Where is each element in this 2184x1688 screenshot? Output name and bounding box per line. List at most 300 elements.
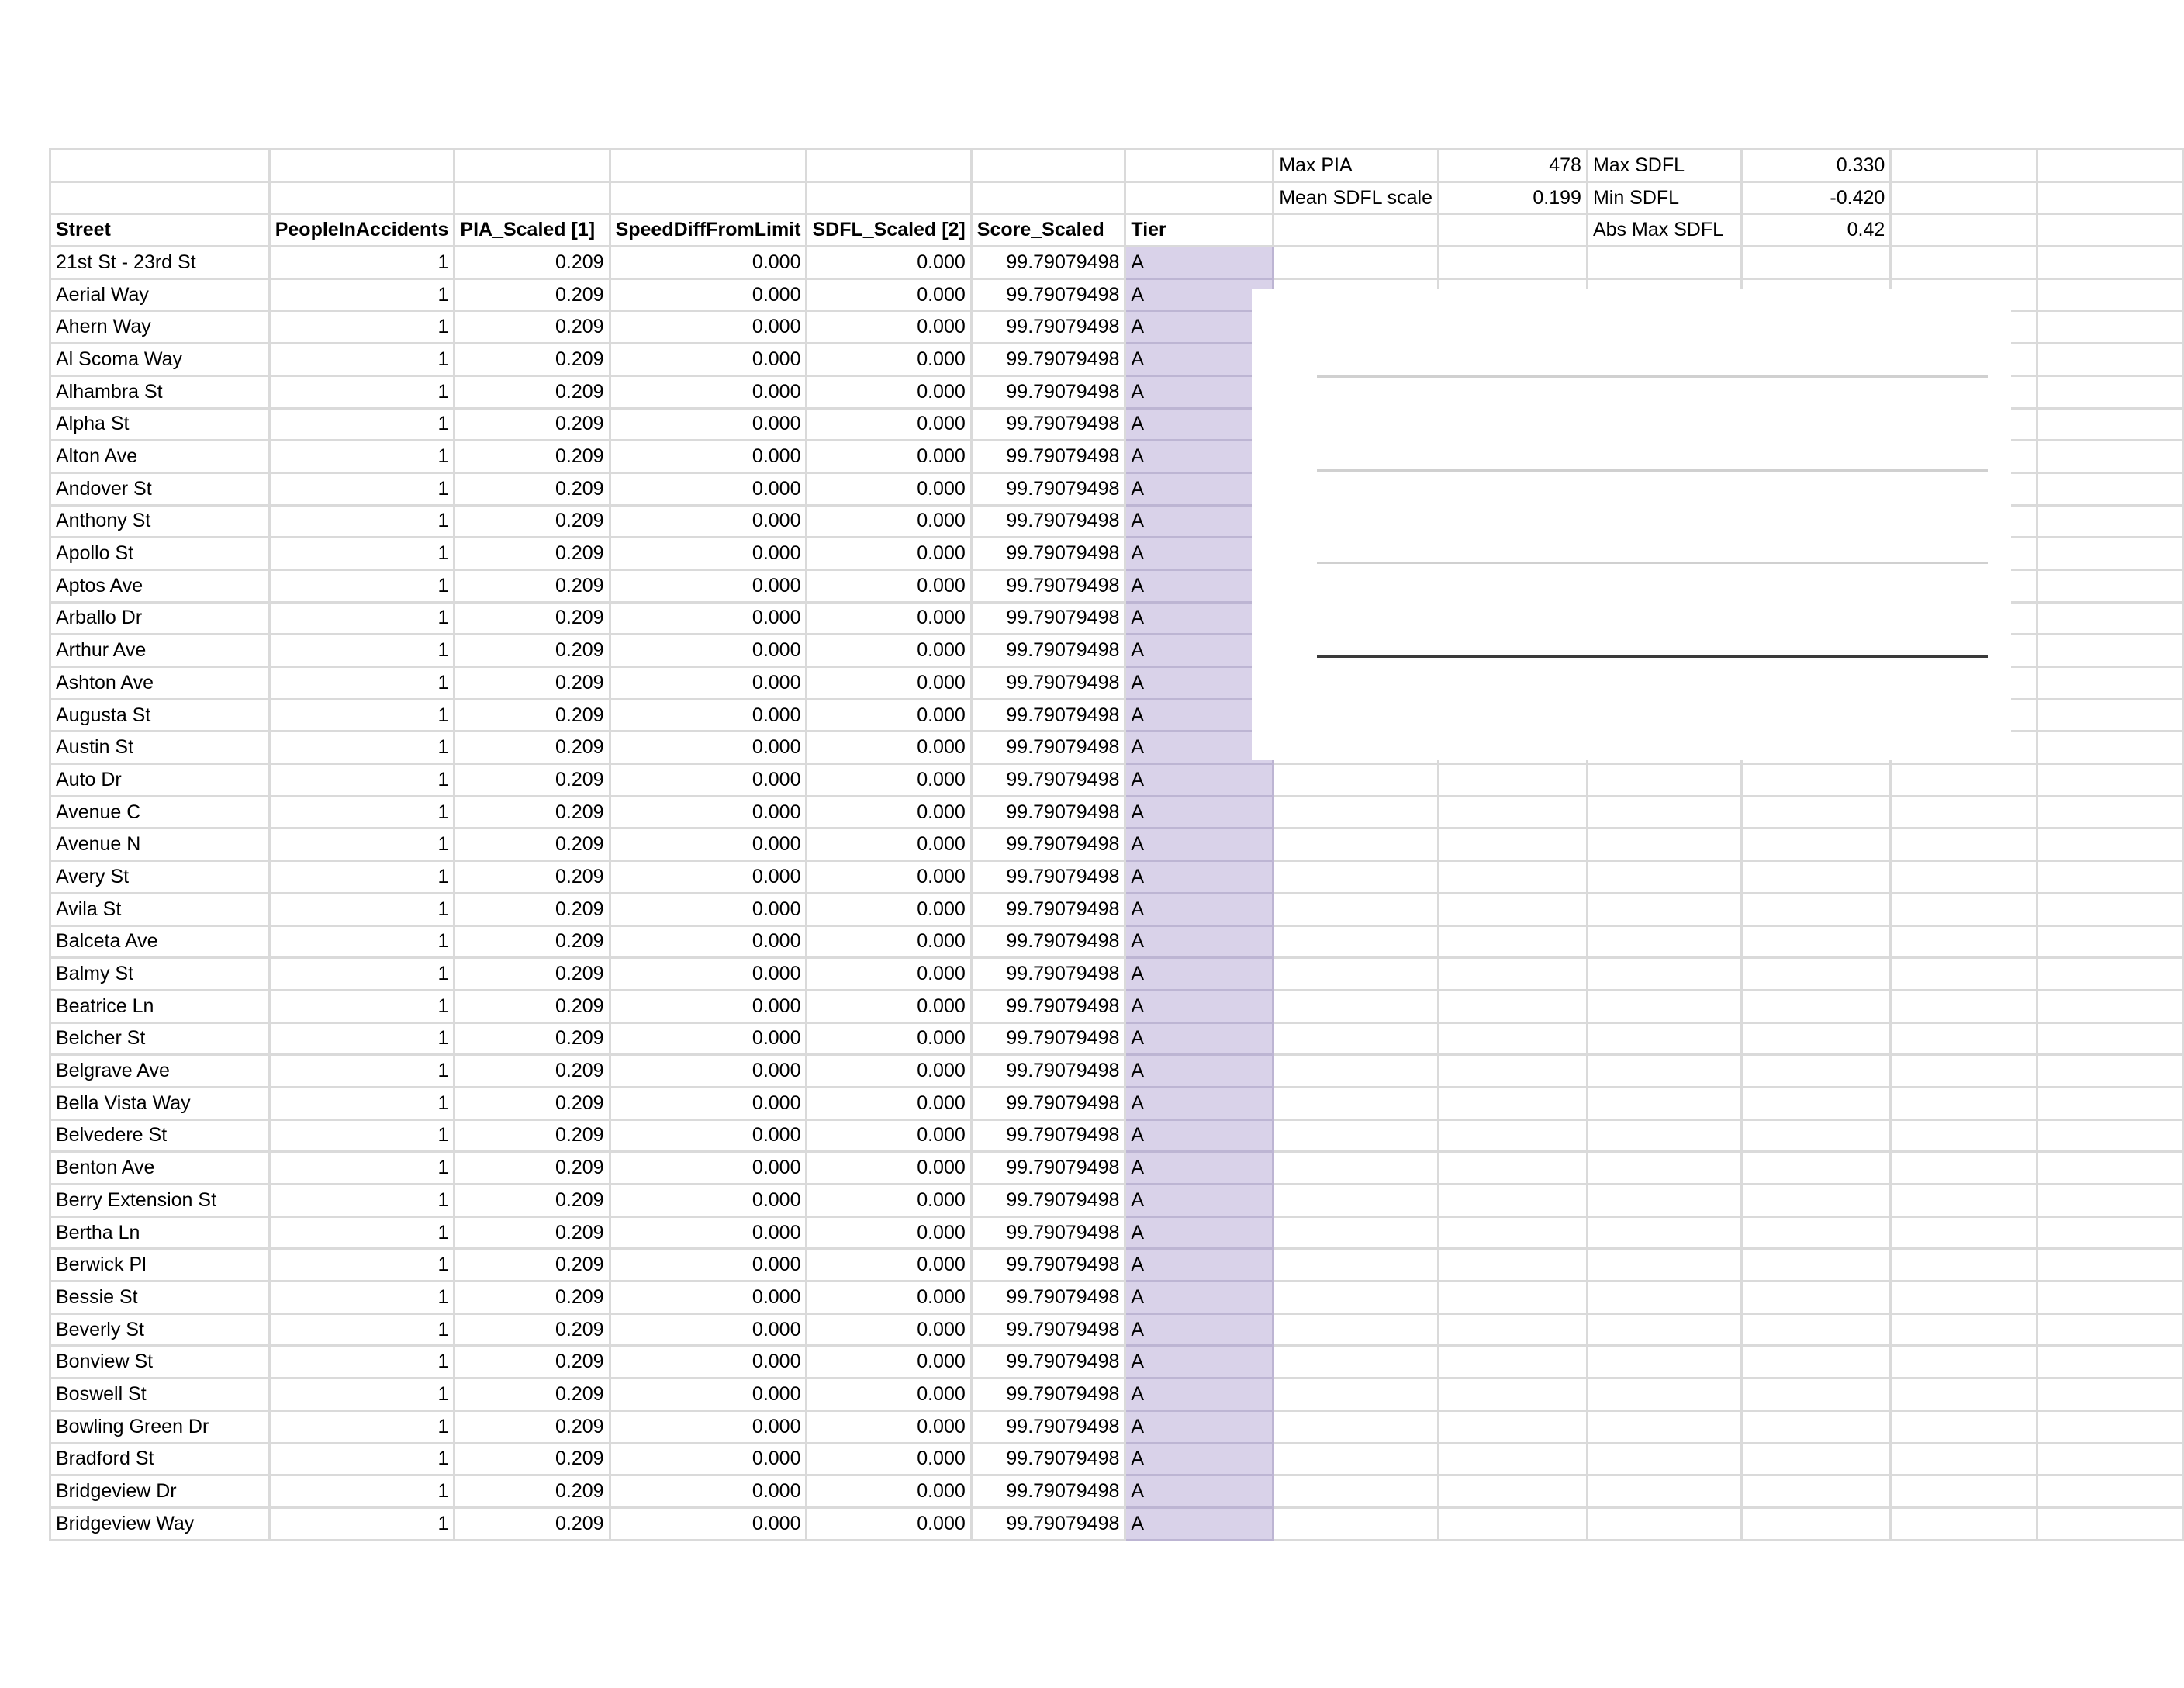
pia-scaled-cell[interactable]: 0.209: [454, 796, 610, 828]
cell[interactable]: [1273, 828, 1439, 861]
speed-diff-cell[interactable]: 0.000: [610, 1378, 807, 1411]
sdfl-scaled-cell[interactable]: 0.000: [807, 1507, 971, 1540]
tier-cell[interactable]: A: [1125, 408, 1273, 441]
score-scaled-cell[interactable]: 99.79079498: [971, 796, 1125, 828]
pia-scaled-cell[interactable]: 0.209: [454, 1249, 610, 1282]
cell[interactable]: [1891, 1410, 2037, 1443]
cell[interactable]: [2037, 796, 2183, 828]
cell[interactable]: [1891, 1443, 2037, 1475]
cell[interactable]: [2037, 861, 2183, 894]
cell[interactable]: [2037, 1410, 2183, 1443]
cell[interactable]: [1273, 1313, 1439, 1346]
sdfl-scaled-cell[interactable]: 0.000: [807, 441, 971, 473]
pia-scaled-cell[interactable]: 0.209: [454, 1313, 610, 1346]
speed-diff-cell[interactable]: 0.000: [610, 247, 807, 279]
sdfl-scaled-cell[interactable]: 0.000: [807, 247, 971, 279]
people-in-accidents-cell[interactable]: 1: [269, 538, 454, 570]
cell[interactable]: [1587, 893, 1741, 925]
tier-cell[interactable]: A: [1125, 1022, 1273, 1055]
street-cell[interactable]: Bonview St: [50, 1346, 270, 1378]
sdfl-scaled-cell[interactable]: 0.000: [807, 635, 971, 667]
cell[interactable]: [1891, 1152, 2037, 1185]
cell[interactable]: [1741, 1410, 1891, 1443]
tier-cell[interactable]: A: [1125, 925, 1273, 958]
header-tier[interactable]: Tier: [1125, 214, 1273, 247]
cell[interactable]: [1438, 1216, 1587, 1249]
header-speed-diff[interactable]: SpeedDiffFromLimit: [610, 214, 807, 247]
people-in-accidents-cell[interactable]: 1: [269, 1087, 454, 1119]
cell[interactable]: [1891, 1507, 2037, 1540]
cell[interactable]: [1891, 990, 2037, 1022]
cell[interactable]: [2037, 1249, 2183, 1282]
tier-cell[interactable]: A: [1125, 1185, 1273, 1217]
cell[interactable]: [2037, 182, 2183, 214]
cell[interactable]: [1273, 861, 1439, 894]
cell[interactable]: [1438, 861, 1587, 894]
people-in-accidents-cell[interactable]: 1: [269, 1022, 454, 1055]
cell[interactable]: [1438, 1055, 1587, 1088]
people-in-accidents-cell[interactable]: 1: [269, 699, 454, 732]
street-cell[interactable]: Alton Ave: [50, 441, 270, 473]
score-scaled-cell[interactable]: 99.79079498: [971, 344, 1125, 376]
speed-diff-cell[interactable]: 0.000: [610, 441, 807, 473]
cell[interactable]: [1891, 182, 2037, 214]
sdfl-scaled-cell[interactable]: 0.000: [807, 472, 971, 505]
speed-diff-cell[interactable]: 0.000: [610, 375, 807, 408]
cell[interactable]: [1125, 150, 1273, 182]
cell[interactable]: [1273, 764, 1439, 797]
cell[interactable]: [1587, 1055, 1741, 1088]
score-scaled-cell[interactable]: 99.79079498: [971, 1152, 1125, 1185]
score-scaled-cell[interactable]: 99.79079498: [971, 1475, 1125, 1508]
score-scaled-cell[interactable]: 99.79079498: [971, 1055, 1125, 1088]
tier-cell[interactable]: A: [1125, 1475, 1273, 1508]
cell[interactable]: [1273, 214, 1439, 247]
pia-scaled-cell[interactable]: 0.209: [454, 1346, 610, 1378]
cell[interactable]: [1741, 796, 1891, 828]
people-in-accidents-cell[interactable]: 1: [269, 1216, 454, 1249]
cell[interactable]: [1891, 925, 2037, 958]
cell[interactable]: [1587, 1216, 1741, 1249]
cell[interactable]: [2037, 764, 2183, 797]
cell[interactable]: [2037, 441, 2183, 473]
street-cell[interactable]: Ashton Ave: [50, 667, 270, 700]
cell[interactable]: [1891, 893, 2037, 925]
cell[interactable]: [2037, 925, 2183, 958]
cell[interactable]: [1891, 1087, 2037, 1119]
pia-scaled-cell[interactable]: 0.209: [454, 990, 610, 1022]
pia-scaled-cell[interactable]: 0.209: [454, 278, 610, 311]
score-scaled-cell[interactable]: 99.79079498: [971, 958, 1125, 991]
cell[interactable]: [1891, 1313, 2037, 1346]
people-in-accidents-cell[interactable]: 1: [269, 1378, 454, 1411]
cell[interactable]: [1587, 247, 1741, 279]
speed-diff-cell[interactable]: 0.000: [610, 958, 807, 991]
cell[interactable]: [2037, 344, 2183, 376]
speed-diff-cell[interactable]: 0.000: [610, 1087, 807, 1119]
cell[interactable]: [1587, 1313, 1741, 1346]
max-pia-label[interactable]: Max PIA: [1273, 150, 1439, 182]
street-cell[interactable]: Avenue C: [50, 796, 270, 828]
tier-cell[interactable]: A: [1125, 247, 1273, 279]
cell[interactable]: [1741, 925, 1891, 958]
cell[interactable]: [1273, 1022, 1439, 1055]
pia-scaled-cell[interactable]: 0.209: [454, 699, 610, 732]
cell[interactable]: [1438, 1249, 1587, 1282]
cell[interactable]: [1587, 925, 1741, 958]
pia-scaled-cell[interactable]: 0.209: [454, 1410, 610, 1443]
sdfl-scaled-cell[interactable]: 0.000: [807, 375, 971, 408]
tier-cell[interactable]: A: [1125, 1216, 1273, 1249]
tier-cell[interactable]: A: [1125, 538, 1273, 570]
speed-diff-cell[interactable]: 0.000: [610, 764, 807, 797]
score-scaled-cell[interactable]: 99.79079498: [971, 635, 1125, 667]
cell[interactable]: [1741, 1346, 1891, 1378]
header-people-in-accidents[interactable]: PeopleInAccidents: [269, 214, 454, 247]
cell[interactable]: [2037, 828, 2183, 861]
cell[interactable]: [1891, 214, 2037, 247]
pia-scaled-cell[interactable]: 0.209: [454, 538, 610, 570]
cell[interactable]: [1741, 1249, 1891, 1282]
people-in-accidents-cell[interactable]: 1: [269, 667, 454, 700]
cell[interactable]: [1741, 1443, 1891, 1475]
pia-scaled-cell[interactable]: 0.209: [454, 1055, 610, 1088]
cell[interactable]: [1891, 150, 2037, 182]
people-in-accidents-cell[interactable]: 1: [269, 1443, 454, 1475]
cell[interactable]: [2037, 1507, 2183, 1540]
tier-cell[interactable]: A: [1125, 375, 1273, 408]
tier-cell[interactable]: A: [1125, 505, 1273, 538]
cell[interactable]: [1587, 1152, 1741, 1185]
street-cell[interactable]: Balmy St: [50, 958, 270, 991]
cell[interactable]: [1741, 1152, 1891, 1185]
people-in-accidents-cell[interactable]: 1: [269, 1152, 454, 1185]
cell[interactable]: [2037, 408, 2183, 441]
cell[interactable]: [454, 150, 610, 182]
people-in-accidents-cell[interactable]: 1: [269, 925, 454, 958]
cell[interactable]: [1891, 1346, 2037, 1378]
tier-cell[interactable]: A: [1125, 958, 1273, 991]
score-scaled-cell[interactable]: 99.79079498: [971, 1022, 1125, 1055]
cell[interactable]: [1891, 1022, 2037, 1055]
sdfl-scaled-cell[interactable]: 0.000: [807, 1410, 971, 1443]
cell[interactable]: [2037, 214, 2183, 247]
cell[interactable]: [2037, 1152, 2183, 1185]
street-cell[interactable]: Bridgeview Way: [50, 1507, 270, 1540]
cell[interactable]: [1438, 1185, 1587, 1217]
street-cell[interactable]: Apollo St: [50, 538, 270, 570]
tier-cell[interactable]: A: [1125, 311, 1273, 344]
score-scaled-cell[interactable]: 99.79079498: [971, 408, 1125, 441]
min-sdfl-label[interactable]: Min SDFL: [1587, 182, 1741, 214]
tier-cell[interactable]: A: [1125, 569, 1273, 602]
cell[interactable]: [1587, 861, 1741, 894]
sdfl-scaled-cell[interactable]: 0.000: [807, 1055, 971, 1088]
cell[interactable]: [269, 182, 454, 214]
speed-diff-cell[interactable]: 0.000: [610, 1443, 807, 1475]
pia-scaled-cell[interactable]: 0.209: [454, 635, 610, 667]
people-in-accidents-cell[interactable]: 1: [269, 958, 454, 991]
cell[interactable]: [1438, 1022, 1587, 1055]
max-sdfl-value[interactable]: 0.330: [1741, 150, 1891, 182]
sdfl-scaled-cell[interactable]: 0.000: [807, 538, 971, 570]
pia-scaled-cell[interactable]: 0.209: [454, 1185, 610, 1217]
embedded-chart[interactable]: [1252, 289, 2011, 760]
pia-scaled-cell[interactable]: 0.209: [454, 311, 610, 344]
cell[interactable]: [1741, 247, 1891, 279]
cell[interactable]: [1438, 764, 1587, 797]
sdfl-scaled-cell[interactable]: 0.000: [807, 311, 971, 344]
cell[interactable]: [1587, 990, 1741, 1022]
score-scaled-cell[interactable]: 99.79079498: [971, 764, 1125, 797]
mean-sdfl-label[interactable]: Mean SDFL scale: [1273, 182, 1439, 214]
cell[interactable]: [1273, 925, 1439, 958]
pia-scaled-cell[interactable]: 0.209: [454, 1443, 610, 1475]
cell[interactable]: [1438, 1152, 1587, 1185]
speed-diff-cell[interactable]: 0.000: [610, 1313, 807, 1346]
people-in-accidents-cell[interactable]: 1: [269, 732, 454, 764]
speed-diff-cell[interactable]: 0.000: [610, 861, 807, 894]
street-cell[interactable]: Beverly St: [50, 1313, 270, 1346]
sdfl-scaled-cell[interactable]: 0.000: [807, 1313, 971, 1346]
score-scaled-cell[interactable]: 99.79079498: [971, 699, 1125, 732]
pia-scaled-cell[interactable]: 0.209: [454, 828, 610, 861]
cell[interactable]: [50, 150, 270, 182]
people-in-accidents-cell[interactable]: 1: [269, 441, 454, 473]
cell[interactable]: [1273, 1055, 1439, 1088]
street-cell[interactable]: Bowling Green Dr: [50, 1410, 270, 1443]
pia-scaled-cell[interactable]: 0.209: [454, 344, 610, 376]
sdfl-scaled-cell[interactable]: 0.000: [807, 344, 971, 376]
tier-cell[interactable]: A: [1125, 1346, 1273, 1378]
street-cell[interactable]: Anthony St: [50, 505, 270, 538]
cell[interactable]: [2037, 1475, 2183, 1508]
people-in-accidents-cell[interactable]: 1: [269, 1313, 454, 1346]
cell[interactable]: [1273, 1249, 1439, 1282]
cell[interactable]: [1891, 1282, 2037, 1314]
cell[interactable]: [1438, 1087, 1587, 1119]
speed-diff-cell[interactable]: 0.000: [610, 1507, 807, 1540]
score-scaled-cell[interactable]: 99.79079498: [971, 1119, 1125, 1152]
cell[interactable]: [1587, 1119, 1741, 1152]
street-cell[interactable]: Bridgeview Dr: [50, 1475, 270, 1508]
cell[interactable]: [2037, 538, 2183, 570]
cell[interactable]: [1273, 1507, 1439, 1540]
cell[interactable]: [1438, 1119, 1587, 1152]
speed-diff-cell[interactable]: 0.000: [610, 893, 807, 925]
cell[interactable]: [1741, 1378, 1891, 1411]
speed-diff-cell[interactable]: 0.000: [610, 538, 807, 570]
sdfl-scaled-cell[interactable]: 0.000: [807, 1119, 971, 1152]
cell[interactable]: [1587, 1282, 1741, 1314]
cell[interactable]: [2037, 1378, 2183, 1411]
cell[interactable]: [1438, 1346, 1587, 1378]
speed-diff-cell[interactable]: 0.000: [610, 408, 807, 441]
speed-diff-cell[interactable]: 0.000: [610, 732, 807, 764]
cell[interactable]: [1438, 796, 1587, 828]
people-in-accidents-cell[interactable]: 1: [269, 1282, 454, 1314]
cell[interactable]: [1891, 1475, 2037, 1508]
cell[interactable]: [2037, 472, 2183, 505]
tier-cell[interactable]: A: [1125, 1087, 1273, 1119]
cell[interactable]: [1587, 1507, 1741, 1540]
cell[interactable]: [1587, 1410, 1741, 1443]
street-cell[interactable]: Belcher St: [50, 1022, 270, 1055]
score-scaled-cell[interactable]: 99.79079498: [971, 375, 1125, 408]
pia-scaled-cell[interactable]: 0.209: [454, 732, 610, 764]
sdfl-scaled-cell[interactable]: 0.000: [807, 732, 971, 764]
people-in-accidents-cell[interactable]: 1: [269, 1346, 454, 1378]
street-cell[interactable]: Balceta Ave: [50, 925, 270, 958]
cell[interactable]: [2037, 990, 2183, 1022]
cell[interactable]: [1273, 796, 1439, 828]
people-in-accidents-cell[interactable]: 1: [269, 1507, 454, 1540]
street-cell[interactable]: Alpha St: [50, 408, 270, 441]
cell[interactable]: [1438, 1443, 1587, 1475]
cell[interactable]: [1273, 958, 1439, 991]
cell[interactable]: [1741, 861, 1891, 894]
street-cell[interactable]: Bessie St: [50, 1282, 270, 1314]
speed-diff-cell[interactable]: 0.000: [610, 602, 807, 635]
pia-scaled-cell[interactable]: 0.209: [454, 247, 610, 279]
tier-cell[interactable]: A: [1125, 764, 1273, 797]
score-scaled-cell[interactable]: 99.79079498: [971, 1378, 1125, 1411]
speed-diff-cell[interactable]: 0.000: [610, 344, 807, 376]
cell[interactable]: [1741, 1282, 1891, 1314]
cell[interactable]: [1587, 796, 1741, 828]
cell[interactable]: [1438, 893, 1587, 925]
pia-scaled-cell[interactable]: 0.209: [454, 375, 610, 408]
pia-scaled-cell[interactable]: 0.209: [454, 764, 610, 797]
sdfl-scaled-cell[interactable]: 0.000: [807, 764, 971, 797]
cell[interactable]: [1273, 990, 1439, 1022]
cell[interactable]: [1438, 1475, 1587, 1508]
street-cell[interactable]: Arballo Dr: [50, 602, 270, 635]
cell[interactable]: [2037, 635, 2183, 667]
pia-scaled-cell[interactable]: 0.209: [454, 861, 610, 894]
speed-diff-cell[interactable]: 0.000: [610, 1055, 807, 1088]
cell[interactable]: [1741, 1185, 1891, 1217]
score-scaled-cell[interactable]: 99.79079498: [971, 247, 1125, 279]
cell[interactable]: [1587, 1022, 1741, 1055]
pia-scaled-cell[interactable]: 0.209: [454, 958, 610, 991]
cell[interactable]: [1891, 958, 2037, 991]
cell[interactable]: [1438, 1507, 1587, 1540]
cell[interactable]: [2037, 1346, 2183, 1378]
street-cell[interactable]: Alhambra St: [50, 375, 270, 408]
abs-max-sdfl-value[interactable]: 0.42: [1741, 214, 1891, 247]
tier-cell[interactable]: A: [1125, 1055, 1273, 1088]
cell[interactable]: [2037, 602, 2183, 635]
cell[interactable]: [1587, 1249, 1741, 1282]
tier-cell[interactable]: A: [1125, 1282, 1273, 1314]
cell[interactable]: [807, 182, 971, 214]
cell[interactable]: [1587, 1378, 1741, 1411]
score-scaled-cell[interactable]: 99.79079498: [971, 1216, 1125, 1249]
speed-diff-cell[interactable]: 0.000: [610, 635, 807, 667]
pia-scaled-cell[interactable]: 0.209: [454, 893, 610, 925]
score-scaled-cell[interactable]: 99.79079498: [971, 505, 1125, 538]
sdfl-scaled-cell[interactable]: 0.000: [807, 1022, 971, 1055]
cell[interactable]: [1891, 1249, 2037, 1282]
abs-max-sdfl-label[interactable]: Abs Max SDFL: [1587, 214, 1741, 247]
cell[interactable]: [1741, 1087, 1891, 1119]
street-cell[interactable]: Belvedere St: [50, 1119, 270, 1152]
cell[interactable]: [971, 182, 1125, 214]
cell[interactable]: [1273, 1378, 1439, 1411]
speed-diff-cell[interactable]: 0.000: [610, 1475, 807, 1508]
sdfl-scaled-cell[interactable]: 0.000: [807, 505, 971, 538]
score-scaled-cell[interactable]: 99.79079498: [971, 1282, 1125, 1314]
cell[interactable]: [2037, 1216, 2183, 1249]
street-cell[interactable]: Aptos Ave: [50, 569, 270, 602]
cell[interactable]: [1741, 1022, 1891, 1055]
cell[interactable]: [269, 150, 454, 182]
sdfl-scaled-cell[interactable]: 0.000: [807, 958, 971, 991]
sdfl-scaled-cell[interactable]: 0.000: [807, 1282, 971, 1314]
cell[interactable]: [2037, 1119, 2183, 1152]
tier-cell[interactable]: A: [1125, 1507, 1273, 1540]
cell[interactable]: [1273, 1152, 1439, 1185]
score-scaled-cell[interactable]: 99.79079498: [971, 1087, 1125, 1119]
cell[interactable]: [610, 150, 807, 182]
people-in-accidents-cell[interactable]: 1: [269, 893, 454, 925]
street-cell[interactable]: Boswell St: [50, 1378, 270, 1411]
cell[interactable]: [2037, 1443, 2183, 1475]
tier-cell[interactable]: A: [1125, 732, 1273, 764]
sdfl-scaled-cell[interactable]: 0.000: [807, 796, 971, 828]
sdfl-scaled-cell[interactable]: 0.000: [807, 990, 971, 1022]
cell[interactable]: [2037, 732, 2183, 764]
cell[interactable]: [1587, 1475, 1741, 1508]
pia-scaled-cell[interactable]: 0.209: [454, 569, 610, 602]
people-in-accidents-cell[interactable]: 1: [269, 472, 454, 505]
cell[interactable]: [50, 182, 270, 214]
cell[interactable]: [1273, 1410, 1439, 1443]
speed-diff-cell[interactable]: 0.000: [610, 1119, 807, 1152]
cell[interactable]: [1587, 764, 1741, 797]
cell[interactable]: [1438, 925, 1587, 958]
cell[interactable]: [1741, 990, 1891, 1022]
street-cell[interactable]: Andover St: [50, 472, 270, 505]
street-cell[interactable]: Auto Dr: [50, 764, 270, 797]
tier-cell[interactable]: A: [1125, 1378, 1273, 1411]
street-cell[interactable]: Ahern Way: [50, 311, 270, 344]
street-cell[interactable]: Arthur Ave: [50, 635, 270, 667]
pia-scaled-cell[interactable]: 0.209: [454, 1282, 610, 1314]
score-scaled-cell[interactable]: 99.79079498: [971, 1507, 1125, 1540]
people-in-accidents-cell[interactable]: 1: [269, 569, 454, 602]
cell[interactable]: [1891, 1119, 2037, 1152]
cell[interactable]: [1891, 796, 2037, 828]
speed-diff-cell[interactable]: 0.000: [610, 1346, 807, 1378]
score-scaled-cell[interactable]: 99.79079498: [971, 1443, 1125, 1475]
mean-sdfl-value[interactable]: 0.199: [1438, 182, 1587, 214]
tier-cell[interactable]: A: [1125, 699, 1273, 732]
street-cell[interactable]: Austin St: [50, 732, 270, 764]
sdfl-scaled-cell[interactable]: 0.000: [807, 1152, 971, 1185]
score-scaled-cell[interactable]: 99.79079498: [971, 278, 1125, 311]
sdfl-scaled-cell[interactable]: 0.000: [807, 1216, 971, 1249]
sdfl-scaled-cell[interactable]: 0.000: [807, 408, 971, 441]
sdfl-scaled-cell[interactable]: 0.000: [807, 667, 971, 700]
tier-cell[interactable]: A: [1125, 635, 1273, 667]
max-pia-value[interactable]: 478: [1438, 150, 1587, 182]
cell[interactable]: [454, 182, 610, 214]
speed-diff-cell[interactable]: 0.000: [610, 990, 807, 1022]
sdfl-scaled-cell[interactable]: 0.000: [807, 1087, 971, 1119]
sdfl-scaled-cell[interactable]: 0.000: [807, 861, 971, 894]
